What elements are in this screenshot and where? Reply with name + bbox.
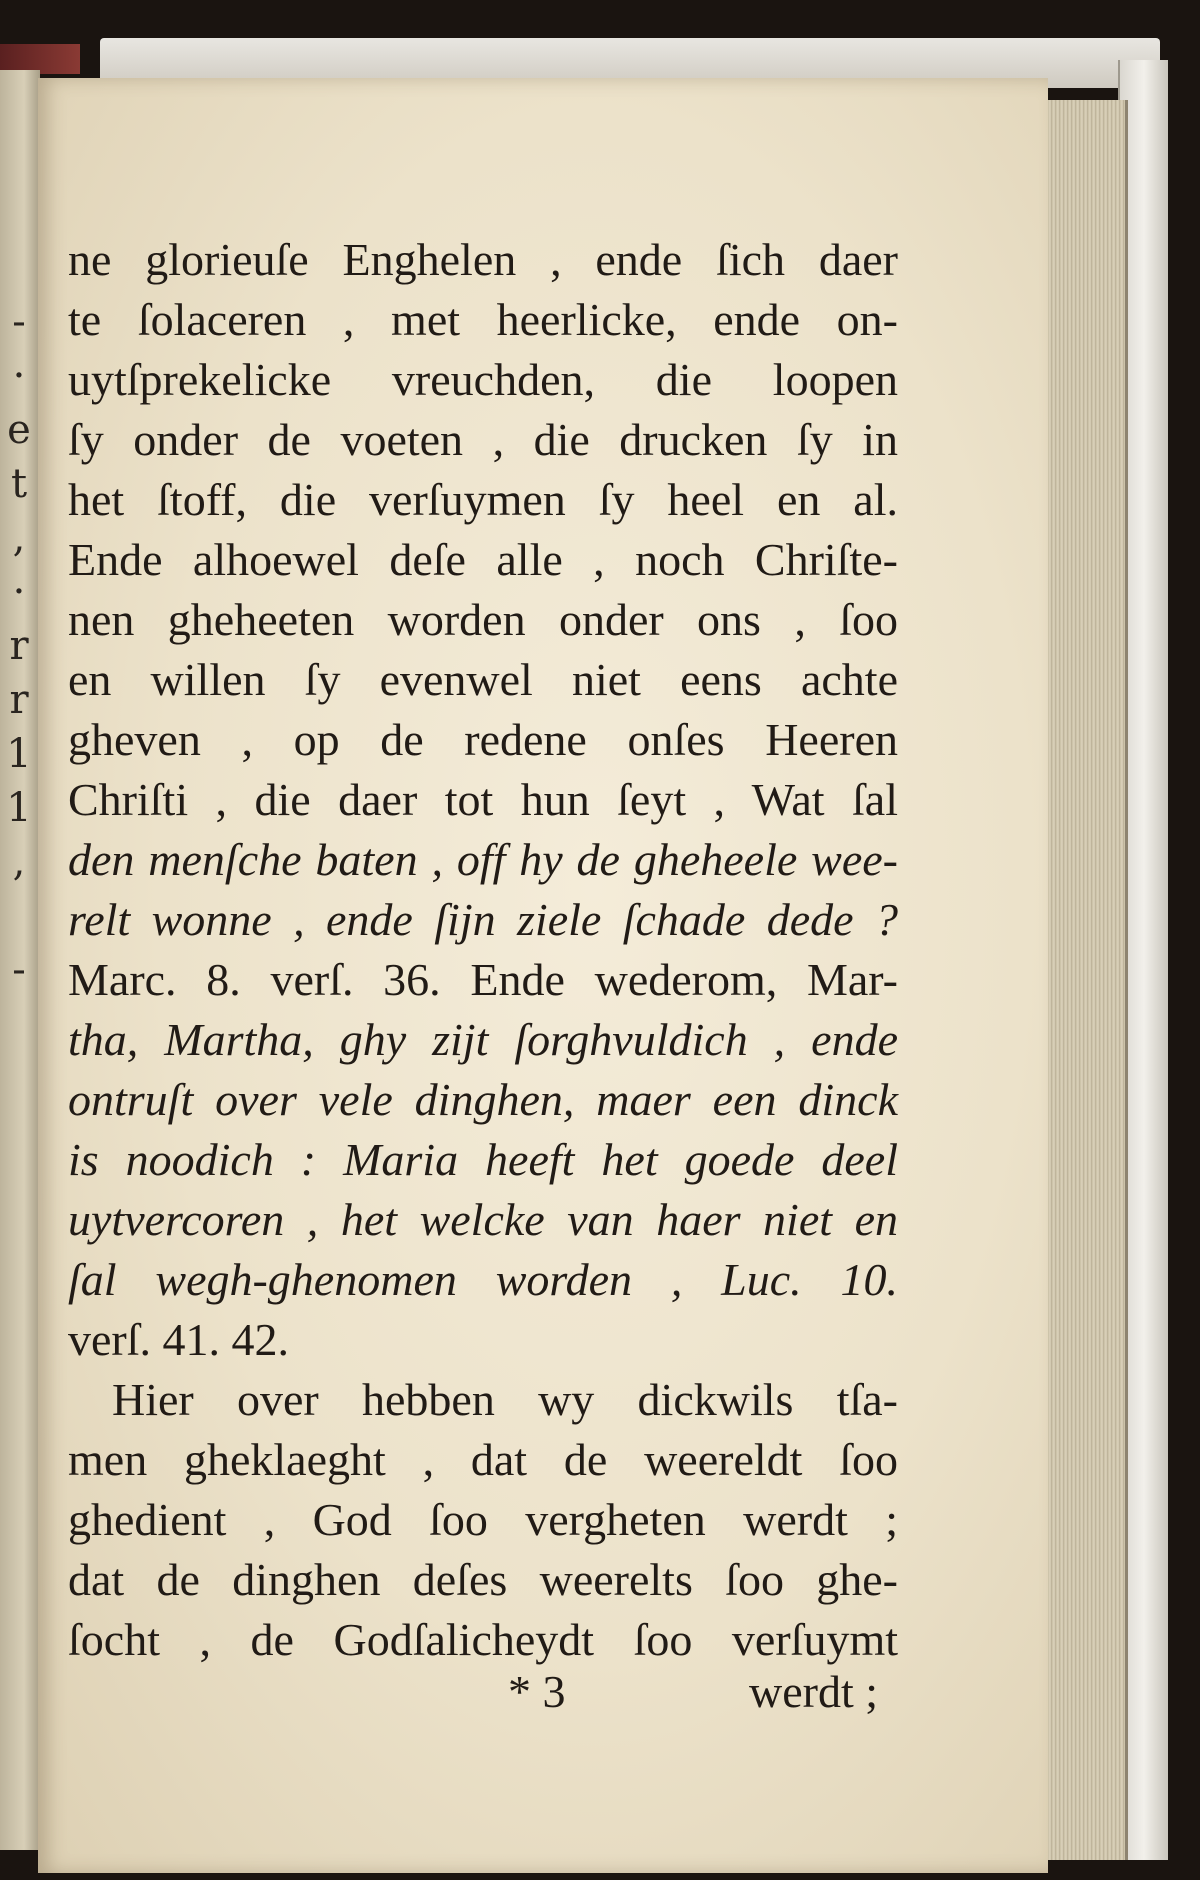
left-margin-mark — [4, 889, 34, 943]
text-line: ontruſt over vele dinghen, maer een dinck — [68, 1074, 898, 1125]
left-margin-mark: - — [12, 299, 26, 345]
signature-mark: * 3 — [508, 1666, 566, 1717]
text-line: het ſtoff, die verſuymen ſy heel en al. — [68, 474, 898, 525]
text-line: ne glorieuſe Enghelen , ende ſich daer — [68, 234, 898, 285]
left-margin-mark: - — [12, 947, 26, 993]
left-margin-mark: , — [12, 515, 26, 561]
text-line: tha, Martha, ghy zijt ſorghvuldich , ende — [68, 1014, 898, 1065]
left-margin-mark: 1 — [6, 731, 32, 777]
text-line: men gheklaeght , dat de weereldt ſoo — [68, 1434, 898, 1485]
left-margin-mark: · — [12, 353, 26, 399]
left-margin-mark: 1 — [6, 785, 32, 831]
text-line: verſ. 41. 42. — [68, 1314, 290, 1365]
text-line: uytſprekelicke vreuchden, die loopen — [68, 354, 898, 405]
left-margin-mark — [4, 997, 34, 1051]
left-margin-mark: e — [7, 407, 31, 453]
left-margin-mark: r — [9, 623, 29, 669]
left-margin-marks — [4, 295, 34, 1213]
text-line: is noodich : Maria heeft het goede deel — [68, 1134, 898, 1185]
text-line: Chriſti , die daer tot hun ſeyt , Wat ſal — [68, 774, 898, 825]
text-line: nen gheheeten worden onder ons , ſoo — [68, 594, 898, 645]
text-line: ſocht , de Godſalicheydt ſoo verſuymt — [68, 1614, 898, 1665]
text-line: dat de dinghen deſes weerelts ſoo ghe- — [68, 1554, 898, 1605]
text-line: gheven , op de redene onſes Heeren — [68, 714, 898, 765]
text-line: ghedient , God ſoo vergheten werdt ; — [68, 1494, 898, 1545]
text-line: ſy onder de voeten , die drucken ſy in — [68, 414, 898, 465]
text-line: Ende alhoewel deſe alle , noch Chriſte- — [68, 534, 898, 585]
text-line: en willen ſy evenwel niet eens achte — [68, 654, 898, 705]
left-page-edge — [0, 70, 40, 1850]
text-line: relt wonne , ende ſijn ziele ſchade dede ? — [68, 894, 898, 945]
page-stack-edge — [1040, 100, 1128, 1860]
left-margin-mark — [4, 1105, 34, 1159]
left-margin-mark: t — [10, 461, 28, 507]
catchword: werdt ; — [748, 1666, 878, 1717]
text-line: den menſche baten , off hy de gheheele wee- — [68, 834, 898, 885]
left-margin-mark — [4, 1159, 34, 1213]
text-line: te ſolaceren , met heerlicke, ende on- — [68, 294, 898, 345]
left-margin-mark: r — [9, 677, 29, 723]
left-margin-mark: , — [12, 839, 26, 885]
page-footer — [68, 1665, 898, 1725]
text-line: uytvercoren , het welcke van haer niet en — [68, 1194, 898, 1245]
text-line: Hier over hebben wy dickwils tſa- — [112, 1374, 898, 1425]
text-line: ſal wegh-ghenomen worden , Luc. 10. — [68, 1254, 898, 1305]
text-line: Marc. 8. verſ. 36. Ende wederom, Mar- — [68, 954, 898, 1005]
left-margin-mark: · — [12, 569, 26, 615]
left-margin-mark — [4, 1051, 34, 1105]
